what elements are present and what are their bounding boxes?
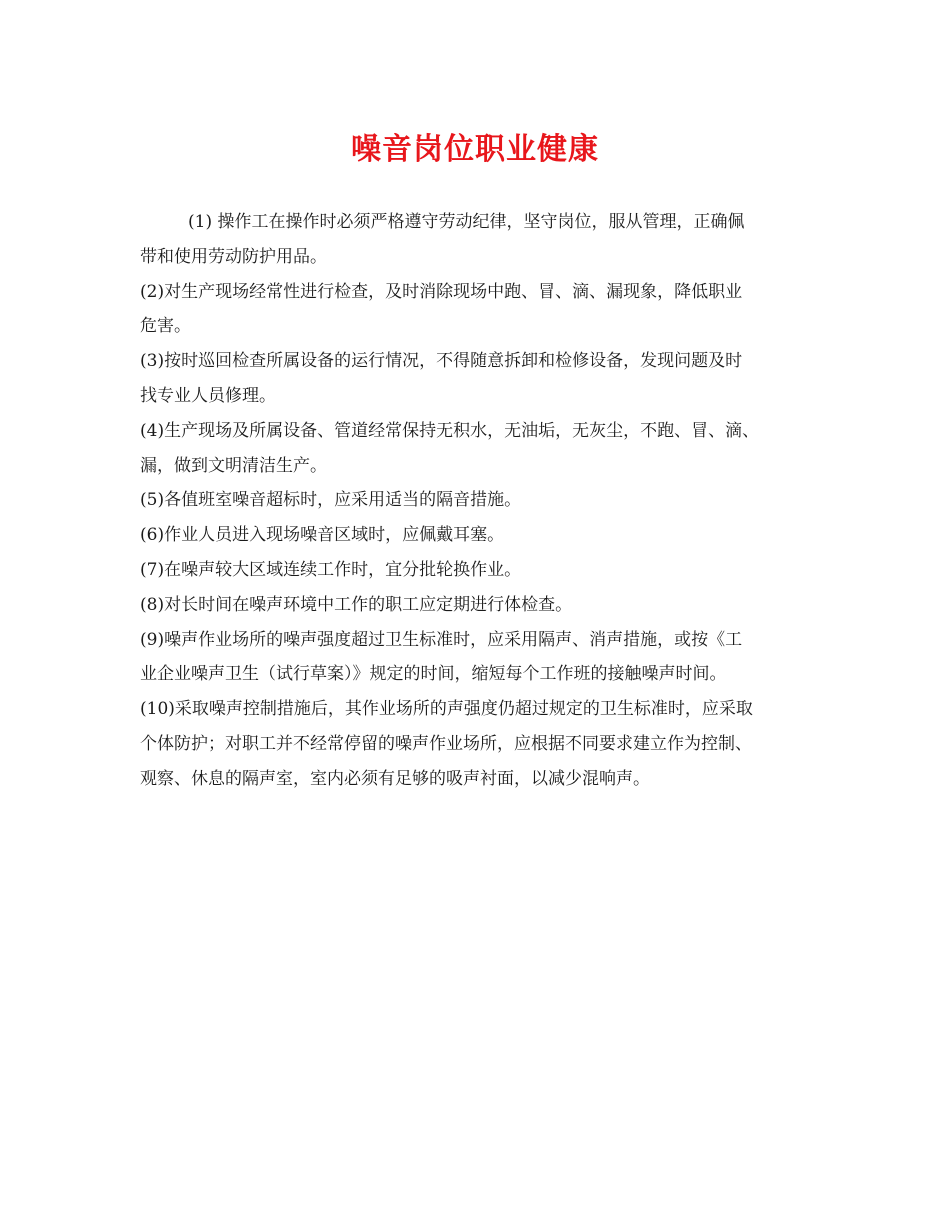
paragraph-line: 个体防护；对职工并不经常停留的噪声作业场所，应根据不同要求建立作为控制、 [140,733,752,754]
paragraph-line: (10)采取噪声控制措施后，其作业场所的声强度仍超过规定的卫生标准时，应采取 [140,699,753,720]
paragraph-line: (9)噪声作业场所的噪声强度超过卫生标准时，应采用隔声、消声措施，或按《工 [140,629,743,650]
paragraph-3 [140,344,830,414]
paragraph-6 [140,518,830,553]
paragraph-line: (2)对生产现场经常性进行检查，及时消除现场中跑、冒、滴、漏现象，降低职业 [140,281,743,302]
paragraph-8 [140,588,830,623]
paragraph-2 [140,275,830,345]
paragraph-line: (1) 操作工在操作时必须严格遵守劳动纪律，坚守岗位，服从管理，正确佩 [188,212,745,232]
paragraph-line: 找专业人员修理。 [140,385,276,406]
paragraph-line: (6)作业人员进入现场噪音区域时，应佩戴耳塞。 [140,525,505,546]
paragraph-line: 带和使用劳动防护用品。 [140,246,327,267]
paragraph-9 [140,623,830,693]
paragraph-line: 漏，做到文明清洁生产。 [140,455,327,476]
paragraph-line: (5)各值班室噪音超标时，应采用适当的隔音措施。 [140,490,522,511]
paragraph-7 [140,553,830,588]
paragraph-line: 业企业噪声卫生（试行草案）》规定的时间，缩短每个工作班的接触噪声时间。 [140,664,727,685]
paragraph-line: (7)在噪声较大区域连续工作时，宜分批轮换作业。 [140,559,522,580]
paragraph-line: 危害。 [140,316,191,337]
paragraph-line: (3)按时巡回检查所属设备的运行情况，不得随意拆卸和检修设备，发现问题及时 [140,351,743,372]
paragraph-4 [140,414,830,484]
document-body [140,205,830,797]
paragraph-line: 观察、休息的隔声室，室内必须有足够的吸声衬面，以减少混响声。 [140,768,650,789]
paragraph-5 [140,483,830,518]
paragraph-line: (8)对长时间在噪声环境中工作的职工应定期进行体检查。 [140,594,573,615]
paragraph-1 [140,205,830,275]
page-title: 噪音岗位职业健康 [351,132,599,167]
paragraph-10 [140,692,830,796]
paragraph-line: (4)生产现场及所属设备、管道经常保持无积水，无油垢，无灰尘，不跑、冒、滴、 [140,420,760,441]
